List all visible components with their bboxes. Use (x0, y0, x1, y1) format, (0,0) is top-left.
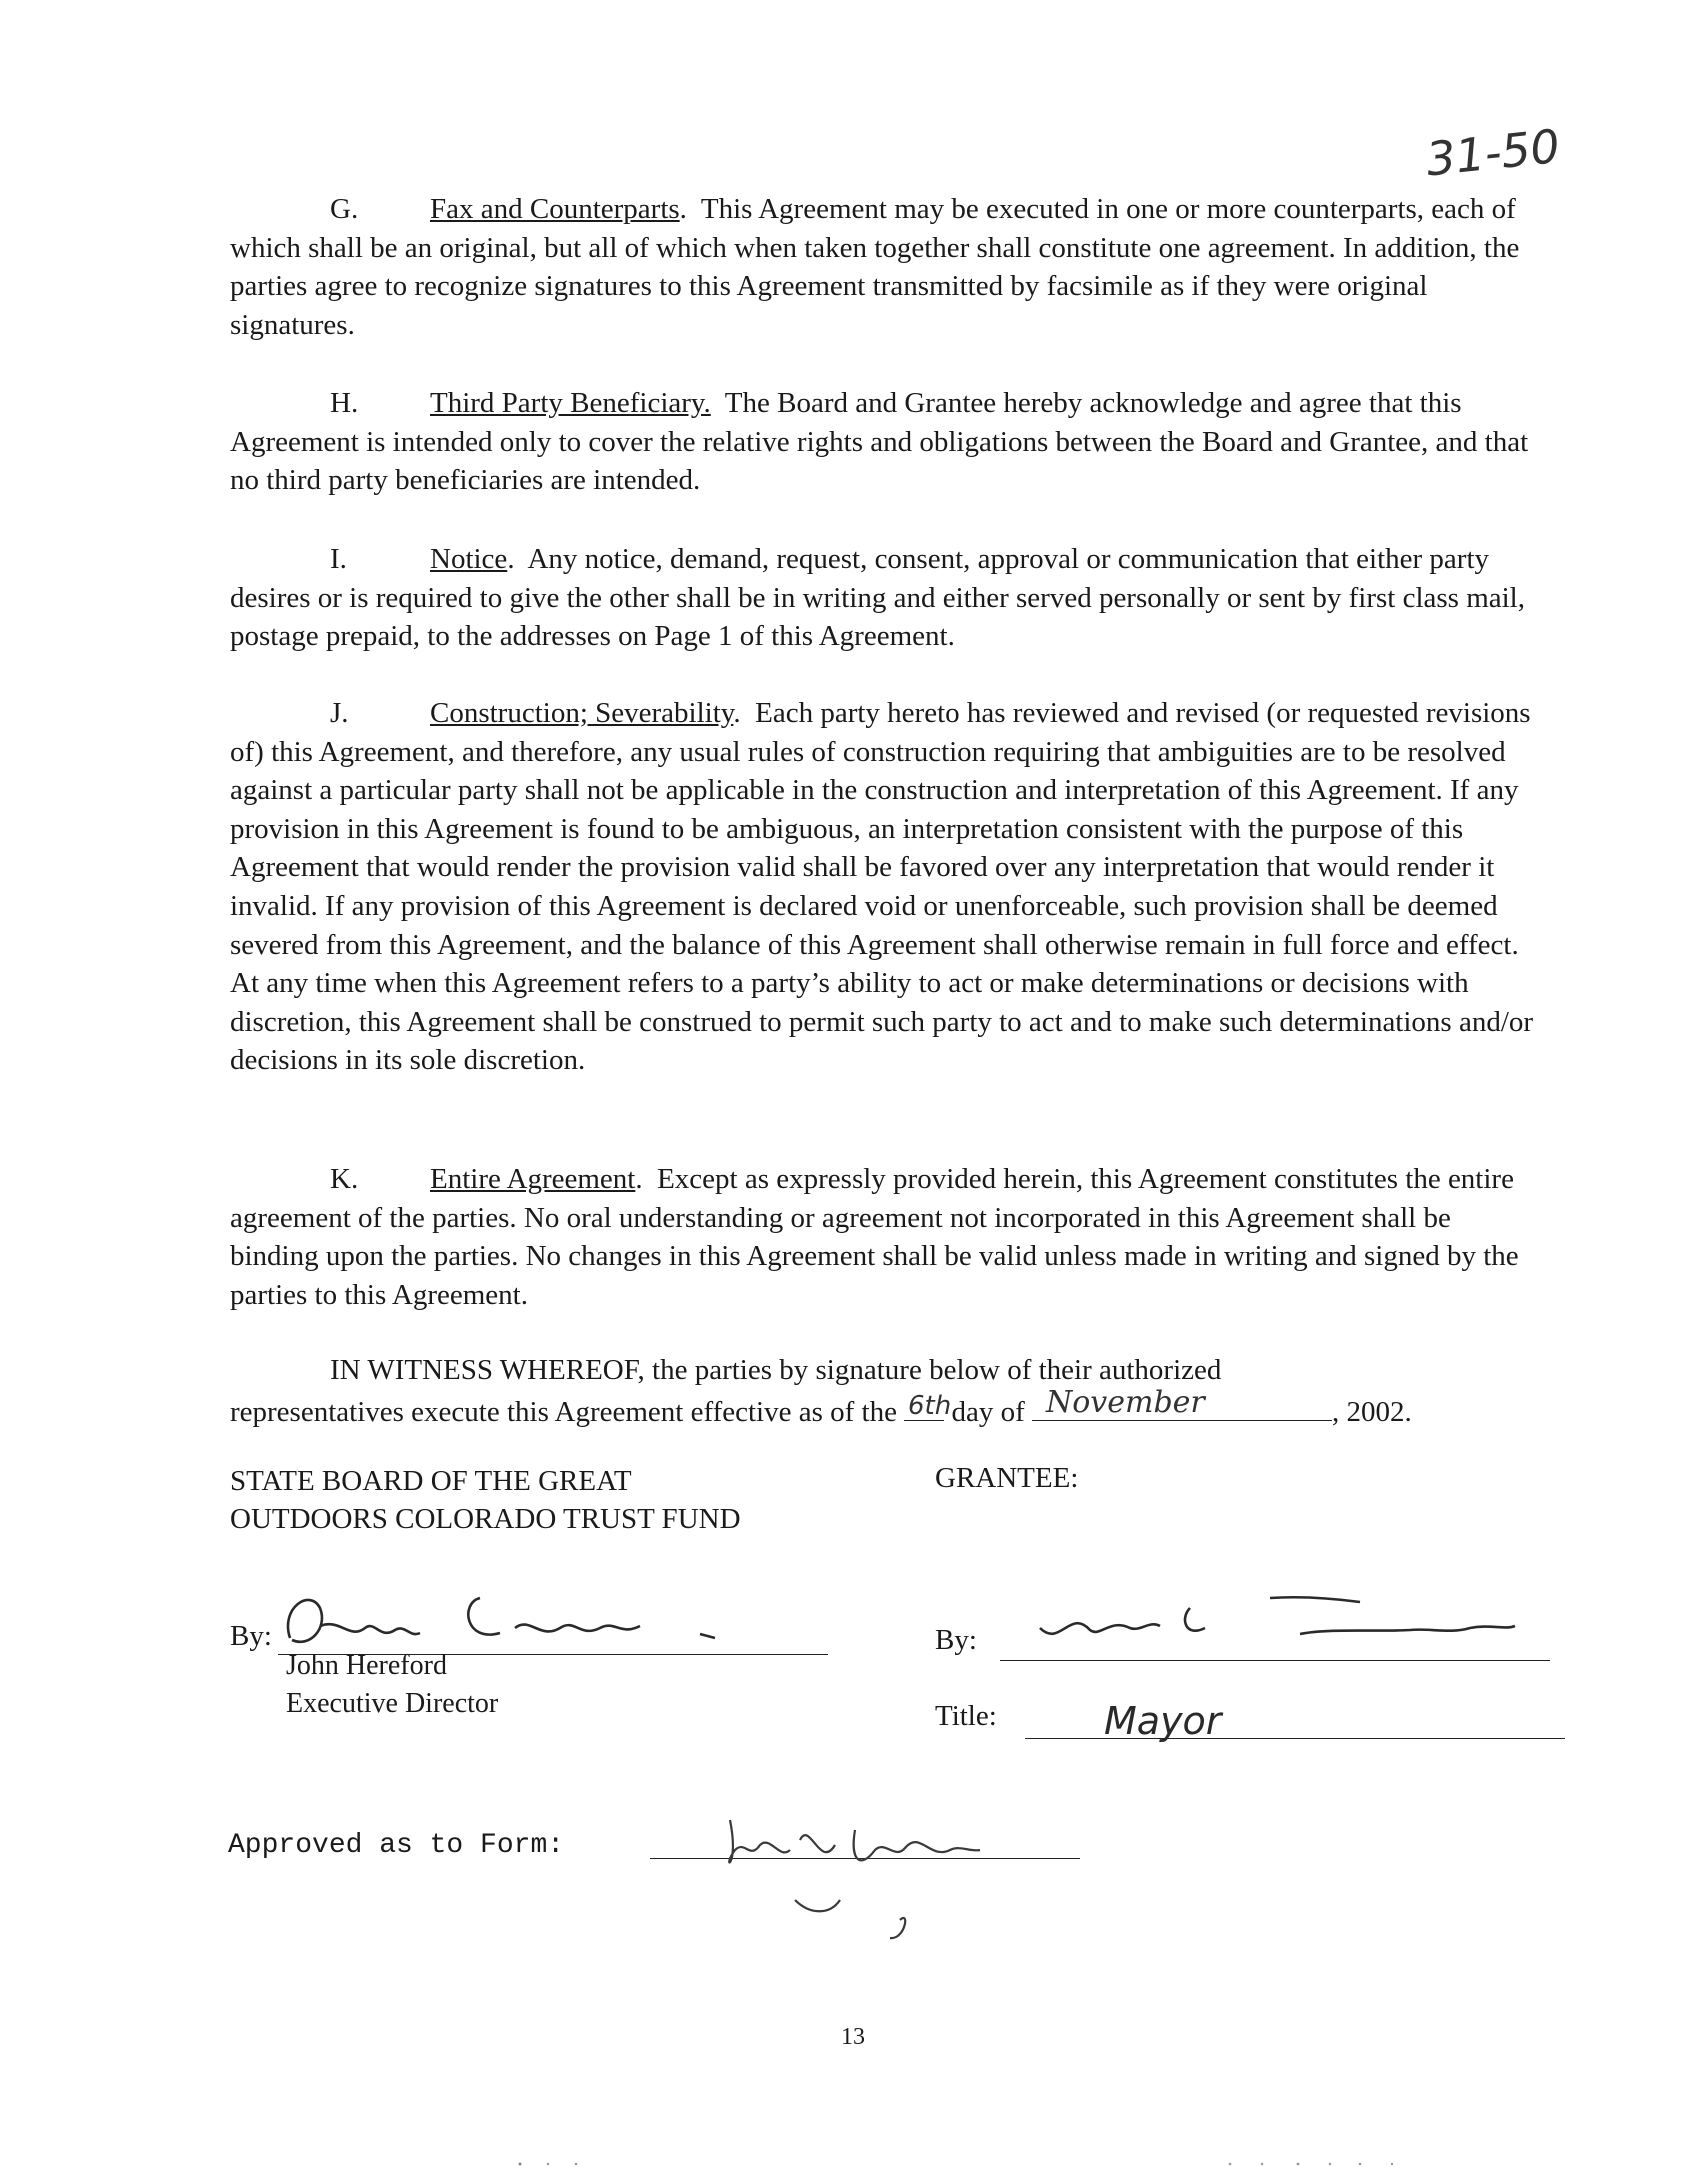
grantee-title-label: Title: (935, 1700, 997, 1732)
svg-text:November: November (1046, 1385, 1205, 1420)
grantee-signature (1000, 1568, 1560, 1668)
board-by-label: By: (230, 1620, 272, 1652)
grantee-title-handwriting (1100, 1690, 1340, 1750)
section-heading: Notice (430, 543, 508, 575)
svg-text:6th: 6th (908, 1391, 952, 1421)
svg-text:Julie J. Wecker: Julie J. Wecker (660, 1790, 667, 1791)
section-heading: Entire Agreement (430, 1163, 636, 1195)
day-handwriting (904, 1386, 952, 1422)
handwritten-stamp (1420, 112, 1600, 192)
board-name-block (230, 1462, 741, 1538)
svg-text:Diane Gansauer: Diane Gansauer (270, 1578, 277, 1579)
section-heading: Fax and Counterparts (430, 193, 680, 225)
board-name-line-2: OUTDOORS COLORADO TRUST FUND (230, 1503, 741, 1535)
day-field (904, 1390, 952, 1421)
section-letter: J. (330, 697, 349, 729)
witness-line-2: representatives execute this Agreement effective as of the 6th day of November , 2002. (230, 1390, 1550, 1432)
section-body: Any notice, demand, request, consent, approval or communication that either party desires or is required to give the other shall be in writing and either served personally or sent by first class mail, postage prepaid, to the addresses on Page 1 of this Agreement. (230, 543, 1525, 653)
approval-label: Approved as to Form: (228, 1830, 565, 1861)
witness-clause (230, 1350, 1550, 1432)
board-name-line-1: STATE BOARD OF THE GREAT (230, 1465, 632, 1497)
approval-signature (660, 1790, 1080, 1950)
month-field (1032, 1385, 1332, 1421)
section-heading: Construction; Severability (430, 697, 734, 729)
section-k: K. Entire Agreement. Except as expressly provided herein, this Agreement constitutes the entire agreement of the parties. No oral understanding or agreement not incorporated in this Agreement shall be binding upon the parties. No changes in this Agreement shall be valid unless made in writing and signed by the parties to this Agreement. (230, 1160, 1540, 1314)
witness-line-1: IN WITNESS WHEREOF, the parties by signature below of their authorized (330, 1354, 1222, 1386)
section-letter: I. (330, 543, 347, 575)
section-body: The Board and Grantee hereby acknowledge and agree that this Agreement is intended only to cover the relative rights and obligations between the Board and Grantee, and that no third party beneficiaries are intended. (230, 387, 1529, 497)
section-letter: H. (330, 387, 359, 419)
section-letter: G. (330, 193, 359, 225)
section-letter: K. (330, 1163, 359, 1195)
section-g: G. Fax and Counterparts. This Agreement may be executed in one or more counterparts, each of which shall be an original, but all of which when taken together shall constitute one agreement. In addition, the parties agree to recognize signatures to this Agreement transmitted by facsimile as if they were original signatures. (230, 190, 1540, 344)
svg-text:Paul E. Jansen: Paul E. Jansen (1000, 1568, 1006, 1569)
section-body: This Agreement may be executed in one or more counterparts, each of which shall be an original, but all of which when taken together shall constitute one agreement. In addition, the parties agree to recognize signatures to this Agreement transmitted by facsimile as if they were original signatures. (230, 193, 1520, 341)
svg-text:Mayor: Mayor (1104, 1699, 1222, 1743)
section-body: Each party hereto has reviewed and revised (or requested revisions of) this Agreement, and therefore, any usual rules of construction requiring that ambiguities are to be resolved against a particular party shall not be applicable in the construction and interpretation of this Agreement. If any provision in this Agreement is found to be ambiguous, an interpretation consistent with the purpose of this Agreement that would render the provision valid shall be favored over any interpretation that would render it invalid. If any provision of this Agreement is declared void or unenforceable, such provision shall be deemed severed from this Agreement, and the balance of this Agreement shall otherwise remain in full force and effect. At any time when this Agreement refers to a party’s ability to act or make determinations or decisions with discretion, this Agreement shall be construed to permit such party to act and to make such determinations and/or decisions in its sole discretion. (230, 697, 1534, 1077)
section-h (230, 384, 1540, 500)
section-body: Except as expressly provided herein, this Agreement constitutes the entire agreement of the parties. No oral understanding or agreement not incorporated in this Agreement shall be binding upon the parties. No changes in this Agreement shall be valid unless made in writing and signed by the parties to this Agreement. (230, 1163, 1519, 1311)
section-j: J. Construction; Severability. Each party hereto has reviewed and revised (or requested revisions of) this Agreement, and therefore, any usual rules of construction requiring that ambiguities are to be resolved against a particular party shall not be applicable in the construction and interpretation of this Agreement. If any provision in this Agreement is found to be ambiguous, an interpretation consistent with the purpose of this Agreement that would render the provision valid shall be favored over any interpretation that would render it invalid. If any provision of this Agreement is declared void or unenforceable, such provision shall be deemed severed from this Agreement, and the balance of this Agreement shall otherwise remain in full force and effect. At any time when this Agreement refers to a party’s ability to act or make determinations or decisions with discretion, this Agreement shall be construed to permit such party to act and to make such determinations and/or decisions in its sole discretion. (230, 694, 1540, 1080)
month-handwriting (1032, 1382, 1332, 1422)
grantee-by-label: By: (935, 1624, 977, 1656)
grantee-label: GRANTEE: (935, 1462, 1079, 1494)
scan-artifacts (0, 2150, 1706, 2180)
board-signer-name: John Hereford (286, 1650, 447, 1681)
board-signer-title: Executive Director (286, 1688, 499, 1719)
section-i: I. Notice. Any notice, demand, request, consent, approval or communication that either party desires or is required to give the other shall be in writing and either served personally or sent by first class mail, postage prepaid, to the addresses on Page 1 of this Agreement. (230, 540, 1540, 656)
section-heading: Third Party Beneficiary. (430, 387, 711, 419)
page-number: 13 (841, 2024, 865, 2050)
svg-text:31-50: 31-50 (1423, 118, 1563, 187)
